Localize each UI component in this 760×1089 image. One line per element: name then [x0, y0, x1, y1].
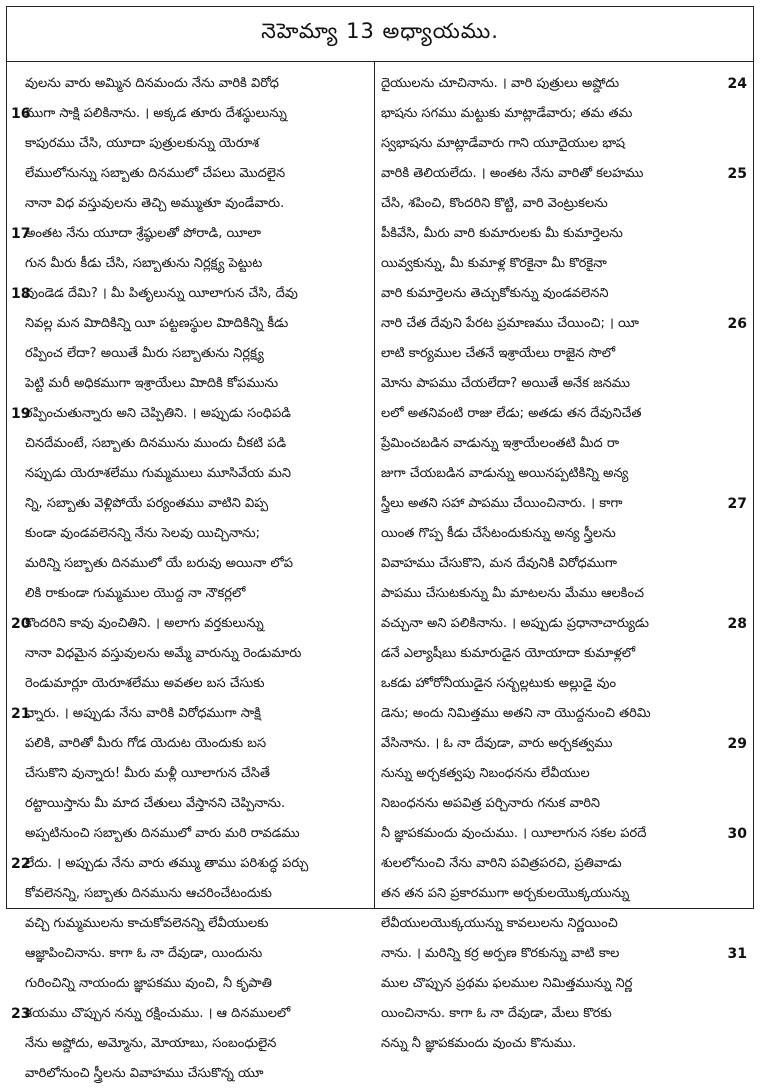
verse-number: 24	[727, 76, 747, 92]
line-text: వారికి తెలియలేదు. । అంతట నేను వారితో కలహము	[381, 166, 644, 181]
line-text: నారి చేత దేవుని పేరట ప్రమాణము చేయించి; । యీ	[381, 316, 639, 331]
text-line	[11, 459, 369, 489]
line-text: లేవీయులయొక్కయున్ను కావలులను నిర్ణయించి	[381, 916, 618, 931]
line-text: యింత గొప్ప కీడు చేసేటందుకున్ను అన్య స్త్రీలను	[381, 526, 616, 541]
text-line	[11, 819, 369, 849]
text-line	[381, 609, 747, 639]
text-line	[381, 849, 747, 879]
text-line	[381, 909, 747, 939]
text-line	[11, 369, 369, 399]
line-text: లేదు. । అప్పుడు నేను వారు తమ్ము తాము పరిశుద్ధ పర్చు	[25, 856, 309, 871]
text-line	[11, 699, 369, 729]
line-text: కోవలెనన్ని, సబ్బాతు దినమును ఆచరించేటందుకు	[25, 886, 272, 901]
page-frame	[6, 6, 754, 1081]
text-line	[381, 489, 747, 519]
line-text: నాను. । మరిన్ని కర్ర అర్పణ కొరకున్ను వాటి కాల	[381, 946, 620, 961]
line-text: అంతట నేను యూదా శ్రేష్ఠులతో పోరాడి, యీలా	[25, 226, 261, 241]
text-line	[11, 879, 369, 909]
line-text: కాపురము చేసి, యూదా పుత్రులకున్ను యెరూశ	[25, 136, 260, 151]
line-text: లేములోనున్ను సబ్బాతు దినములో చేపలు మొదలైన	[25, 166, 286, 181]
text-line	[381, 879, 747, 909]
text-line	[11, 969, 369, 999]
line-text: చేసి, శపించి, కొందరిని కొట్టి, వారి వెంట్రుకలను	[381, 196, 608, 211]
line-text: పలికి, వారితో మీరు గోడ యెదుట యెందుకు బస	[25, 736, 267, 751]
verse-number: 18	[11, 286, 31, 302]
line-text: శయము చొప్పున నన్ను రక్షించుము. । ఆ దినములలో	[25, 1006, 291, 1021]
text-line	[11, 99, 369, 129]
verse-number: 29	[727, 736, 747, 752]
line-text: యివ్వకున్ను, మీ కుమాళ్ల కొరకైనా మీ కొరకైనా	[381, 256, 607, 271]
verse-number: 22	[11, 856, 31, 872]
line-text: గున మీరు కీడు చేసి, సబ్బాతును నిర్లక్ష్య పెట్టుట	[25, 256, 263, 271]
line-text: డెను; అందు నిమిత్తము అతని నా యొద్దనుంచి తరిమి	[381, 706, 651, 721]
verse-number: 23	[11, 1006, 31, 1022]
text-line	[381, 399, 747, 429]
text-line	[381, 999, 747, 1029]
line-text: స్త్రీలు అతని సహా పాపము చేయించినారు. । కాగా	[381, 496, 623, 511]
line-text: వచ్చునా అని పలికినాను. । అప్పుడు ప్రధానాచార్యుడు	[381, 616, 650, 631]
line-text: గురించిన్ని నాయందు జ్ఞాపకము వుంచి, నీ కృపాతి	[25, 976, 272, 991]
text-line	[381, 129, 747, 159]
text-line	[11, 249, 369, 279]
line-text: న్ని, సబ్బాతు వెళ్లిపోయే పర్యంతము వాటిని విప్ప	[25, 496, 269, 511]
line-text: వుండెడ దేమి? । మీ పితృలున్ను యీలాగున చేసి, దేవు	[25, 286, 298, 301]
line-text: నానా విధ వస్తువులను తెచ్చి అమ్ముతూ వుండేవారు.	[25, 196, 285, 211]
line-text: డనే ఎల్యాషీబు కుమారుడైన యోయాదా కుమాళ్లలో	[381, 646, 636, 661]
line-text: కుండా వుండవలెనన్ని నేను సెలవు యిచ్చినాను;	[25, 526, 261, 541]
text-line	[381, 309, 747, 339]
text-line	[381, 669, 747, 699]
text-line	[381, 249, 747, 279]
text-line	[381, 159, 747, 189]
line-text: దైయులను చూచినాను. । వారి పుత్రులు అష్డోదు	[381, 76, 620, 91]
line-text: కొందరిని కావు వుంచితిని. । అలాగు వర్తకులున్ను	[25, 616, 264, 631]
text-line	[381, 549, 747, 579]
text-line	[381, 759, 747, 789]
text-line	[11, 429, 369, 459]
text-line	[11, 489, 369, 519]
text-line	[381, 789, 747, 819]
text-line	[11, 729, 369, 759]
text-line	[381, 99, 747, 129]
verse-number: 26	[727, 316, 747, 332]
line-text: ఆజ్ఞాపించినాను. కాగా ఓ నా దేవుడా, యిందును	[25, 946, 263, 961]
left-column	[11, 69, 369, 1081]
right-column	[381, 69, 747, 1051]
text-line	[11, 999, 369, 1029]
verse-number: 27	[727, 496, 747, 512]
text-line	[381, 699, 747, 729]
text-line	[11, 639, 369, 669]
text-line	[11, 939, 369, 969]
text-line	[381, 189, 747, 219]
line-text: రప్పించుతున్నారు అని చెప్పితిని. । అప్పుడు సంధిపడి	[25, 406, 291, 421]
verse-number: 17	[11, 226, 31, 242]
line-text: తన తన పని ప్రకారముగా అర్చకులయొక్కయున్ను	[381, 886, 630, 901]
line-text: ముగా సాక్షి పలికినాను. । అక్కడ తూరు దేశస్థులున్ను	[25, 106, 287, 121]
text-line	[381, 429, 747, 459]
text-line	[11, 519, 369, 549]
text-line	[381, 339, 747, 369]
verse-number: 31	[727, 946, 747, 962]
verse-number: 30	[727, 826, 747, 842]
title-band	[7, 7, 753, 62]
line-text: నేను అష్డోదు, అమ్మోను, మోయాబు, సంబంధులైన	[25, 1036, 277, 1051]
line-text: ముల చొప్పున ప్రథమ ఫలముల నిమిత్తమున్ను నిర్ణ	[381, 976, 633, 991]
text-line	[381, 279, 747, 309]
line-text: పీకివేసి, మీరు వారి కుమారులకు మీ కుమార్తెలను	[381, 226, 623, 241]
line-text: జుగా చేయబడిన వాడున్ను అయినప్పటికిన్ని అన్య	[381, 466, 629, 481]
line-text: లికి రాకుండా గుమ్మముల యొద్ద నా నౌకర్లలో	[25, 586, 246, 601]
line-text: స్వభాషను మాట్లాడేవారు గాని యూదైయుల భాష	[381, 136, 625, 151]
verse-number: 25	[727, 166, 747, 182]
line-text: నన్ను నీ జ్ఞాపకమందు వుంచు కొనుము.	[381, 1036, 577, 1051]
text-line	[11, 339, 369, 369]
line-text: వచ్చి గుమ్మములను కాచుకోవలెనన్ని లేవీయులకు	[25, 916, 269, 931]
line-text: అప్పటినుంచి సబ్బాతు దినములో వారు మరి రావడము	[25, 826, 300, 841]
text-line	[11, 1059, 369, 1089]
text-line	[11, 189, 369, 219]
line-text: పాపము చేసుటకున్ను మీ మాటలను మేము ఆలకించ	[381, 586, 644, 601]
line-text: వేసినాను. । ఓ నా దేవుడా, వారు అర్చకత్వము	[381, 736, 613, 751]
line-text: రట్టాయిస్తాను మీ మాద చేతులు వేస్తానని చెప్పినాను.	[25, 796, 286, 811]
text-line	[381, 579, 747, 609]
text-line	[11, 399, 369, 429]
text-line	[381, 729, 747, 759]
text-line	[381, 639, 747, 669]
text-line	[11, 669, 369, 699]
line-text: యించినాను. కాగా ఓ నా దేవుడా, మేలు కొరకు	[381, 1006, 612, 1021]
verse-number: 20	[11, 616, 31, 632]
text-line	[381, 369, 747, 399]
line-text: రెండుమార్లూ యెరూశలేము అవతల బస చేసుకు	[25, 676, 265, 691]
line-text: భాషను సగము మట్టుకు మాట్లాడేవారు; తమ తమ	[381, 106, 633, 121]
line-text: నప్పుడు యెరూశలేము గుమ్మములు మూసివేయ మని	[25, 466, 292, 481]
line-text: పెట్టి మరీ అధికముగా ఇశ్రాయేలు మిాదికి కోపమును	[25, 376, 279, 391]
text-line	[381, 939, 747, 969]
verse-number: 19	[11, 406, 31, 422]
text-line	[11, 279, 369, 309]
line-text: న్నారు. । అప్పుడు నేను వారికి విరోధముగా సాక్షి	[25, 706, 261, 721]
line-text: నిబంధనను అపవిత్ర పర్చినారు గనుక వారిని	[381, 796, 601, 811]
text-line	[381, 459, 747, 489]
text-line	[11, 159, 369, 189]
line-text: మోను పాపము చేయలేదా? అయితే అనేక జనము	[381, 376, 630, 391]
text-line	[11, 909, 369, 939]
verse-number: 28	[727, 616, 747, 632]
line-text: చినదేమంటే, సబ్బాతు దినమును ముందు చీకటి పడి	[25, 436, 287, 451]
text-line	[11, 549, 369, 579]
text-line	[11, 69, 369, 99]
text-line	[381, 219, 747, 249]
line-text: నున్ను అర్చకత్వపు నిబంధనను లేవీయుల	[381, 766, 590, 781]
line-text: ఒకడు హోరోనీయుడైన సన్బల్లటుకు అల్లుడై వుం	[381, 676, 617, 691]
text-line	[381, 1029, 747, 1059]
line-text: మరిన్ని సబ్బాతు దినములో యే బరువు అయినా లోప	[25, 556, 293, 571]
line-text: వులను వారు అమ్మిన దినమందు నేను వారికి విరోధ	[25, 76, 279, 91]
chapter-title: నెహెమ్యా 13 అధ్యాయము.	[261, 19, 499, 43]
text-line	[381, 69, 747, 99]
text-line	[381, 819, 747, 849]
line-text: శులలోనుంచి నేను వారిని పవిత్రపరచి, ప్రతివాడు	[381, 856, 622, 871]
text-line	[11, 849, 369, 879]
text-line	[381, 969, 747, 999]
line-text: వివాహము చేసుకొని, మన దేవునికి విరోధముగా	[381, 556, 617, 571]
line-text: రప్పించ లేదా? అయితే మీరు సబ్బాతును నిర్లక్ష్య	[25, 346, 264, 361]
line-text: వారి కుమార్తెలను తెచ్చుకోకున్ను వుండవలెనని	[381, 286, 609, 301]
text-line	[11, 1029, 369, 1059]
line-text: వారిలోనుంచి స్త్రీలను వివాహము చేసుకొన్న యూ	[25, 1066, 264, 1081]
verse-number: 16	[11, 106, 31, 122]
line-text: లాటి కార్యముల చేతనే ఇశ్రాయేలు రాజైన సొలో	[381, 346, 616, 361]
text-line	[11, 609, 369, 639]
text-line	[11, 759, 369, 789]
column-divider	[374, 61, 375, 908]
text-line	[11, 789, 369, 819]
verse-number: 21	[11, 706, 31, 722]
line-text: నీ జ్ఞాపకమందు వుంచుము. । యీలాగున సకల పరదే	[381, 826, 647, 841]
line-text: ప్రేమించబడిన వాడున్ను ఇశ్రాయేలంతటి మీద రా	[381, 436, 619, 451]
text-line	[11, 579, 369, 609]
line-text: నివల్ల మన మిాదికిన్ని యీ పట్టణస్థుల మిాదికిన్ని కీడు	[25, 316, 289, 331]
text-line	[11, 129, 369, 159]
text-line	[11, 219, 369, 249]
line-text: నానా విధమైన వస్తువులను అమ్మే వారున్ను రెండుమారు	[25, 646, 302, 661]
line-text: చేసుకొని వున్నారు! మీరు మళ్లీ యీలాగున చేసితే	[25, 766, 270, 781]
text-line	[381, 519, 747, 549]
text-line	[11, 309, 369, 339]
line-text: లలో అతనివంటి రాజు లేడు; అతడు తన దేవునిచేత	[381, 406, 642, 421]
